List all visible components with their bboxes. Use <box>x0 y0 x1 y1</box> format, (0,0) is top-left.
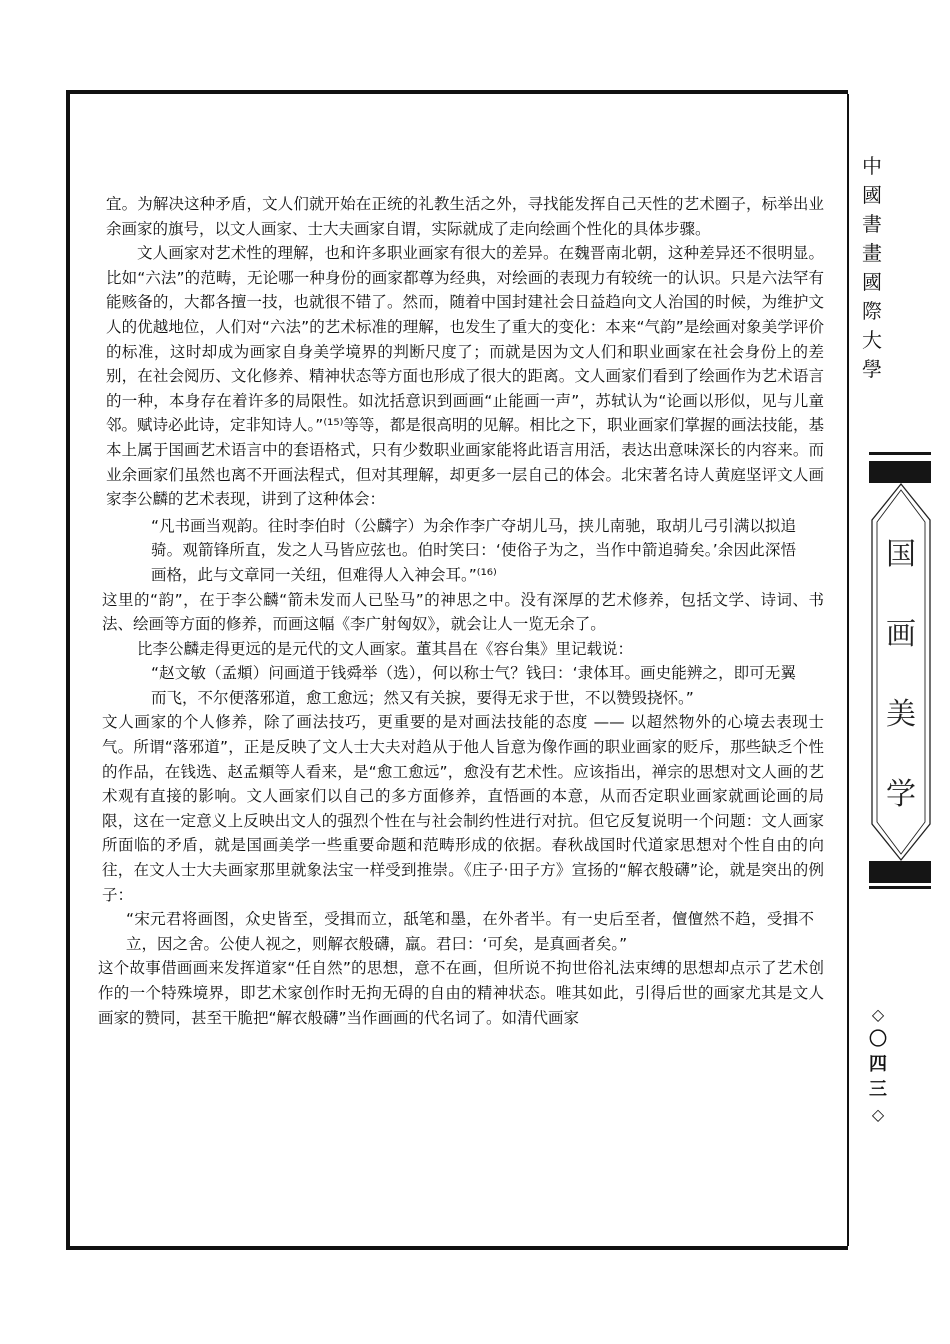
page-number-vertical <box>866 1002 890 1127</box>
page-number-char: 三 <box>869 1079 887 1100</box>
university-char: 畫 <box>862 241 882 265</box>
title-char: 画 <box>886 617 916 652</box>
paragraph: 这里的“韵”，在于李公麟“箭未发而人已坠马”的神思之中。没有深厚的艺术修养，包括文学、诗词、书法、绘画等方面的修养，而画这幅《李广射匈奴》，就会让人一览无余了。 <box>102 590 824 634</box>
university-char: 中 <box>862 154 882 178</box>
page-number-char: 〇 <box>869 1029 887 1050</box>
paragraph: 这个故事借画画来发挥道家“任自然”的思想，意不在画，但所说不拘世俗礼法束缚的思想却点示了艺术创作的一个特殊境界，即艺术家创作时无拘无碍的自由的精神状态。唯其如此，引得后世的画家尤其是文人画家的赞同，甚至干脆把“解衣般礴”当作画画的代名词了。如清代画家 <box>98 959 824 1027</box>
university-char: 國 <box>862 183 882 207</box>
block-quote: “赵文敏（孟頫）问画道于钱舜举（选），何以称士气？钱曰：‘隶体耳。画史能辨之，即可无翼而飞，不尔便落邪道，愈工愈远；然又有关捩，要得无求于世，不以赞毁挠怀。” <box>151 664 796 707</box>
ornament-band-bottom <box>869 861 931 883</box>
university-char: 際 <box>862 299 882 323</box>
title-char: 学 <box>886 777 916 812</box>
diamond-icon: ◇ <box>871 1105 885 1124</box>
bottom-inner-rule <box>70 1246 848 1247</box>
ornament-stripe-top <box>869 452 931 455</box>
university-name-vertical <box>852 152 892 384</box>
ornament-stripe-bottom <box>869 886 931 889</box>
paragraph: 比李公麟走得更远的是元代的文人画家。董其昌在《容台集》里记载说： <box>137 639 634 658</box>
paragraph: 文人画家的个人修养，除了画法技巧，更重要的是对画法技能的态度 —— 以超然物外的心境去表现士气。所谓“落邪道”，正是反映了文人士大夫对趋从于他人旨意为像作画的职业画家的贬斥，那些缺乏个性的作品，在钱选、赵孟頫等人看来，是“愈工愈远”，愈没有艺术性。应该指出，禅宗的思想对文人画的艺术观有直接的影响。文人画家们以自己的多方面修养，直悟画的本意，从而否定职业画家就画论画的局限，这在一定意义上反映出文人的强烈个性在与社会制约性进行对抗。但它反复说明一个问题：文人画家所面临的矛盾，就是国画美学一些重要命题和范畴形成的依据。春秋战国时代道家思想对个性自由的向往，在文人士大夫画家那里就象法宝一样受到推崇。《庄子·田子方》宣扬的“解衣般礴”论，就是突出的例子： <box>102 713 824 904</box>
book-title-vertical <box>868 535 934 855</box>
title-char: 美 <box>886 697 916 732</box>
diamond-icon: ◇ <box>871 1005 885 1024</box>
university-char: 大 <box>862 328 882 352</box>
body-text <box>98 192 824 1030</box>
paragraph: 文人画家对艺术性的理解，也和许多职业画家有很大的差异。在魏晋南北朝，这种差异还不很明显。比如“六法”的范畴，无论哪一种身份的画家都尊为经典，对绘画的表现力有较统一的认识。只是六法罕有能赅备的，大都各擅一技，也就很不错了。然而，随着中国封建社会日益趋向文人治国的时候，为维护文人的优越地位，人们对“六法”的艺术标准的理解，也发生了重大的变化：本来“气韵”是绘画对象美学评价的标准，这时却成为画家自身美学境界的判断尺度了；而就是因为文人们和职业画家在社会身份上的差别，在社会阅历、文化修养、精神状态等方面也形成了很大的距离。文人画家们看到了绘画作为艺术语言的一种，本身存在着许多的局限性。如沈括意识到画画“止能画一声”，苏轼认为“论画以形似，见与儿童邻。赋诗必此诗，定非知诗人。”⁽¹⁵⁾等等，都是很高明的见解。相比之下，职业画家们掌握的画法技能，基本上属于国画艺术语言中的套语格式，只有少数职业画家能将此语言用活，表达出意味深长的内容来。而业余画家们虽然也离不开画法程式，但对其理解，却更多一层自己的体会。北宋著名诗人黄庭坚评文人画家李公麟的艺术表现，讲到了这种体会： <box>106 244 824 509</box>
title-char: 国 <box>886 537 916 572</box>
page-number-char: 四 <box>869 1054 887 1075</box>
paragraph: 宜。为解决这种矛盾，文人们就开始在正统的礼教生活之外，寻找能发挥自己天性的艺术圈子，标举出业余画家的旗号，以文人画家、士大夫画家自谓，实际就成了走向绘画个性化的具体步骤。 <box>106 195 824 238</box>
block-quote: “凡书画当观韵。往时李伯时（公麟字）为余作李广夺胡儿马，挟儿南驰，取胡儿弓引满以拟追骑。观箭锋所直，发之人马皆应弦也。伯时笑曰：‘使俗子为之，当作中箭追骑矣。’余因此深悟画格，此与文章同一关纽，但难得人入神会耳。”⁽¹⁶⁾ <box>151 516 796 584</box>
university-char: 學 <box>862 357 882 381</box>
university-char: 書 <box>862 212 882 236</box>
university-char: 國 <box>862 270 882 294</box>
block-quote: “宋元君将画图，众史皆至，受揖而立，舐笔和墨，在外者半。有一史后至者，儃儃然不趋，受揖不立，因之舍。公使人视之，则解衣般礴，羸。君曰：‘可矣，是真画者矣。” <box>126 910 814 953</box>
sidebar-divider <box>848 94 849 1246</box>
